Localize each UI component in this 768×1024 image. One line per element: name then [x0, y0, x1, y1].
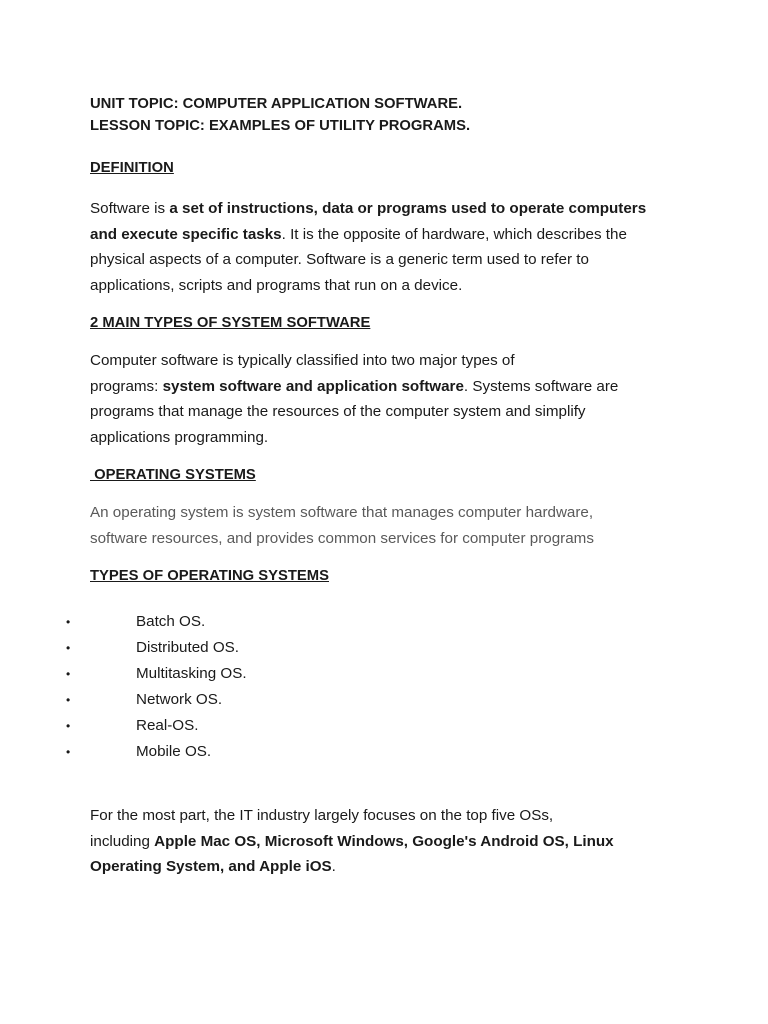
definition-heading: DEFINITION	[90, 160, 174, 176]
os-text-2: software resources, and provides common services for computer programs	[90, 529, 594, 547]
operating-systems-heading: OPERATING SYSTEMS	[90, 467, 256, 483]
document-body	[90, 93, 690, 587]
lesson-topic: LESSON TOPIC: EXAMPLES OF UTILITY PROGRAMS.	[90, 118, 471, 134]
os-type-label: Real-OS.	[136, 717, 199, 734]
closing-bold-2: Operating System, and Apple iOS	[90, 858, 332, 875]
bullet-icon: •	[66, 745, 71, 759]
bullet-icon: •	[66, 719, 71, 733]
closing-text-3: .	[331, 858, 336, 875]
main-types-text-5: applications programming.	[90, 428, 269, 446]
bullet-icon: •	[66, 667, 71, 681]
bullet-icon: •	[66, 693, 71, 707]
definition-text-2: . It is the opposite of hardware, which describes the	[281, 225, 627, 243]
main-types-text-3: . Systems software are	[463, 377, 619, 395]
main-types-heading: 2 MAIN TYPES OF SYSTEM SOFTWARE	[90, 315, 371, 331]
unit-topic: UNIT TOPIC: COMPUTER APPLICATION SOFTWARE.	[90, 96, 463, 112]
os-type-item	[0, 687, 768, 713]
main-types-text-1: Computer software is typically classified into two major types of	[90, 352, 515, 369]
closing-text-2: including	[90, 832, 155, 850]
main-types-paragraph	[90, 348, 690, 450]
definition-bold-2: and execute specific tasks	[90, 225, 282, 243]
os-type-label: Batch OS.	[136, 613, 206, 630]
os-type-label: Distributed OS.	[136, 639, 239, 656]
definition-text-3: physical aspects of a computer. Software is a generic term used to refer to	[90, 251, 589, 268]
os-type-label: Mobile OS.	[136, 743, 212, 760]
main-types-bold: system software and application software	[162, 377, 464, 395]
closing-paragraph	[90, 803, 690, 880]
os-type-item	[0, 713, 768, 739]
os-type-label: Network OS.	[136, 691, 223, 708]
closing-bold-1: Apple Mac OS, Microsoft Windows, Google's Android OS, Linux	[154, 832, 614, 850]
bullet-icon: •	[66, 615, 71, 629]
main-types-text-2: programs:	[90, 377, 163, 395]
closing-text-1: For the most part, the IT industry largely focuses on the top five OSs,	[90, 807, 554, 824]
main-types-text-4: programs that manage the resources of the computer system and simplify	[90, 403, 586, 420]
definition-text-1: Software is	[90, 200, 170, 217]
os-types-list	[0, 609, 768, 765]
os-text-1: An operating system is system software that manages computer hardware,	[90, 504, 594, 521]
os-type-label: Multitasking OS.	[136, 665, 247, 682]
operating-systems-paragraph	[90, 500, 690, 551]
os-type-item	[0, 609, 768, 635]
definition-text-4: applications, scripts and programs that run on a device.	[90, 276, 463, 294]
os-type-item	[0, 661, 768, 687]
definition-paragraph	[90, 196, 690, 298]
types-of-os-heading: TYPES OF OPERATING SYSTEMS	[90, 568, 329, 584]
bullet-icon: •	[66, 641, 71, 655]
definition-bold-1: a set of instructions, data or programs used to operate computers	[169, 200, 647, 217]
closing-section	[90, 803, 690, 880]
os-type-item	[0, 739, 768, 765]
os-type-item	[0, 635, 768, 661]
